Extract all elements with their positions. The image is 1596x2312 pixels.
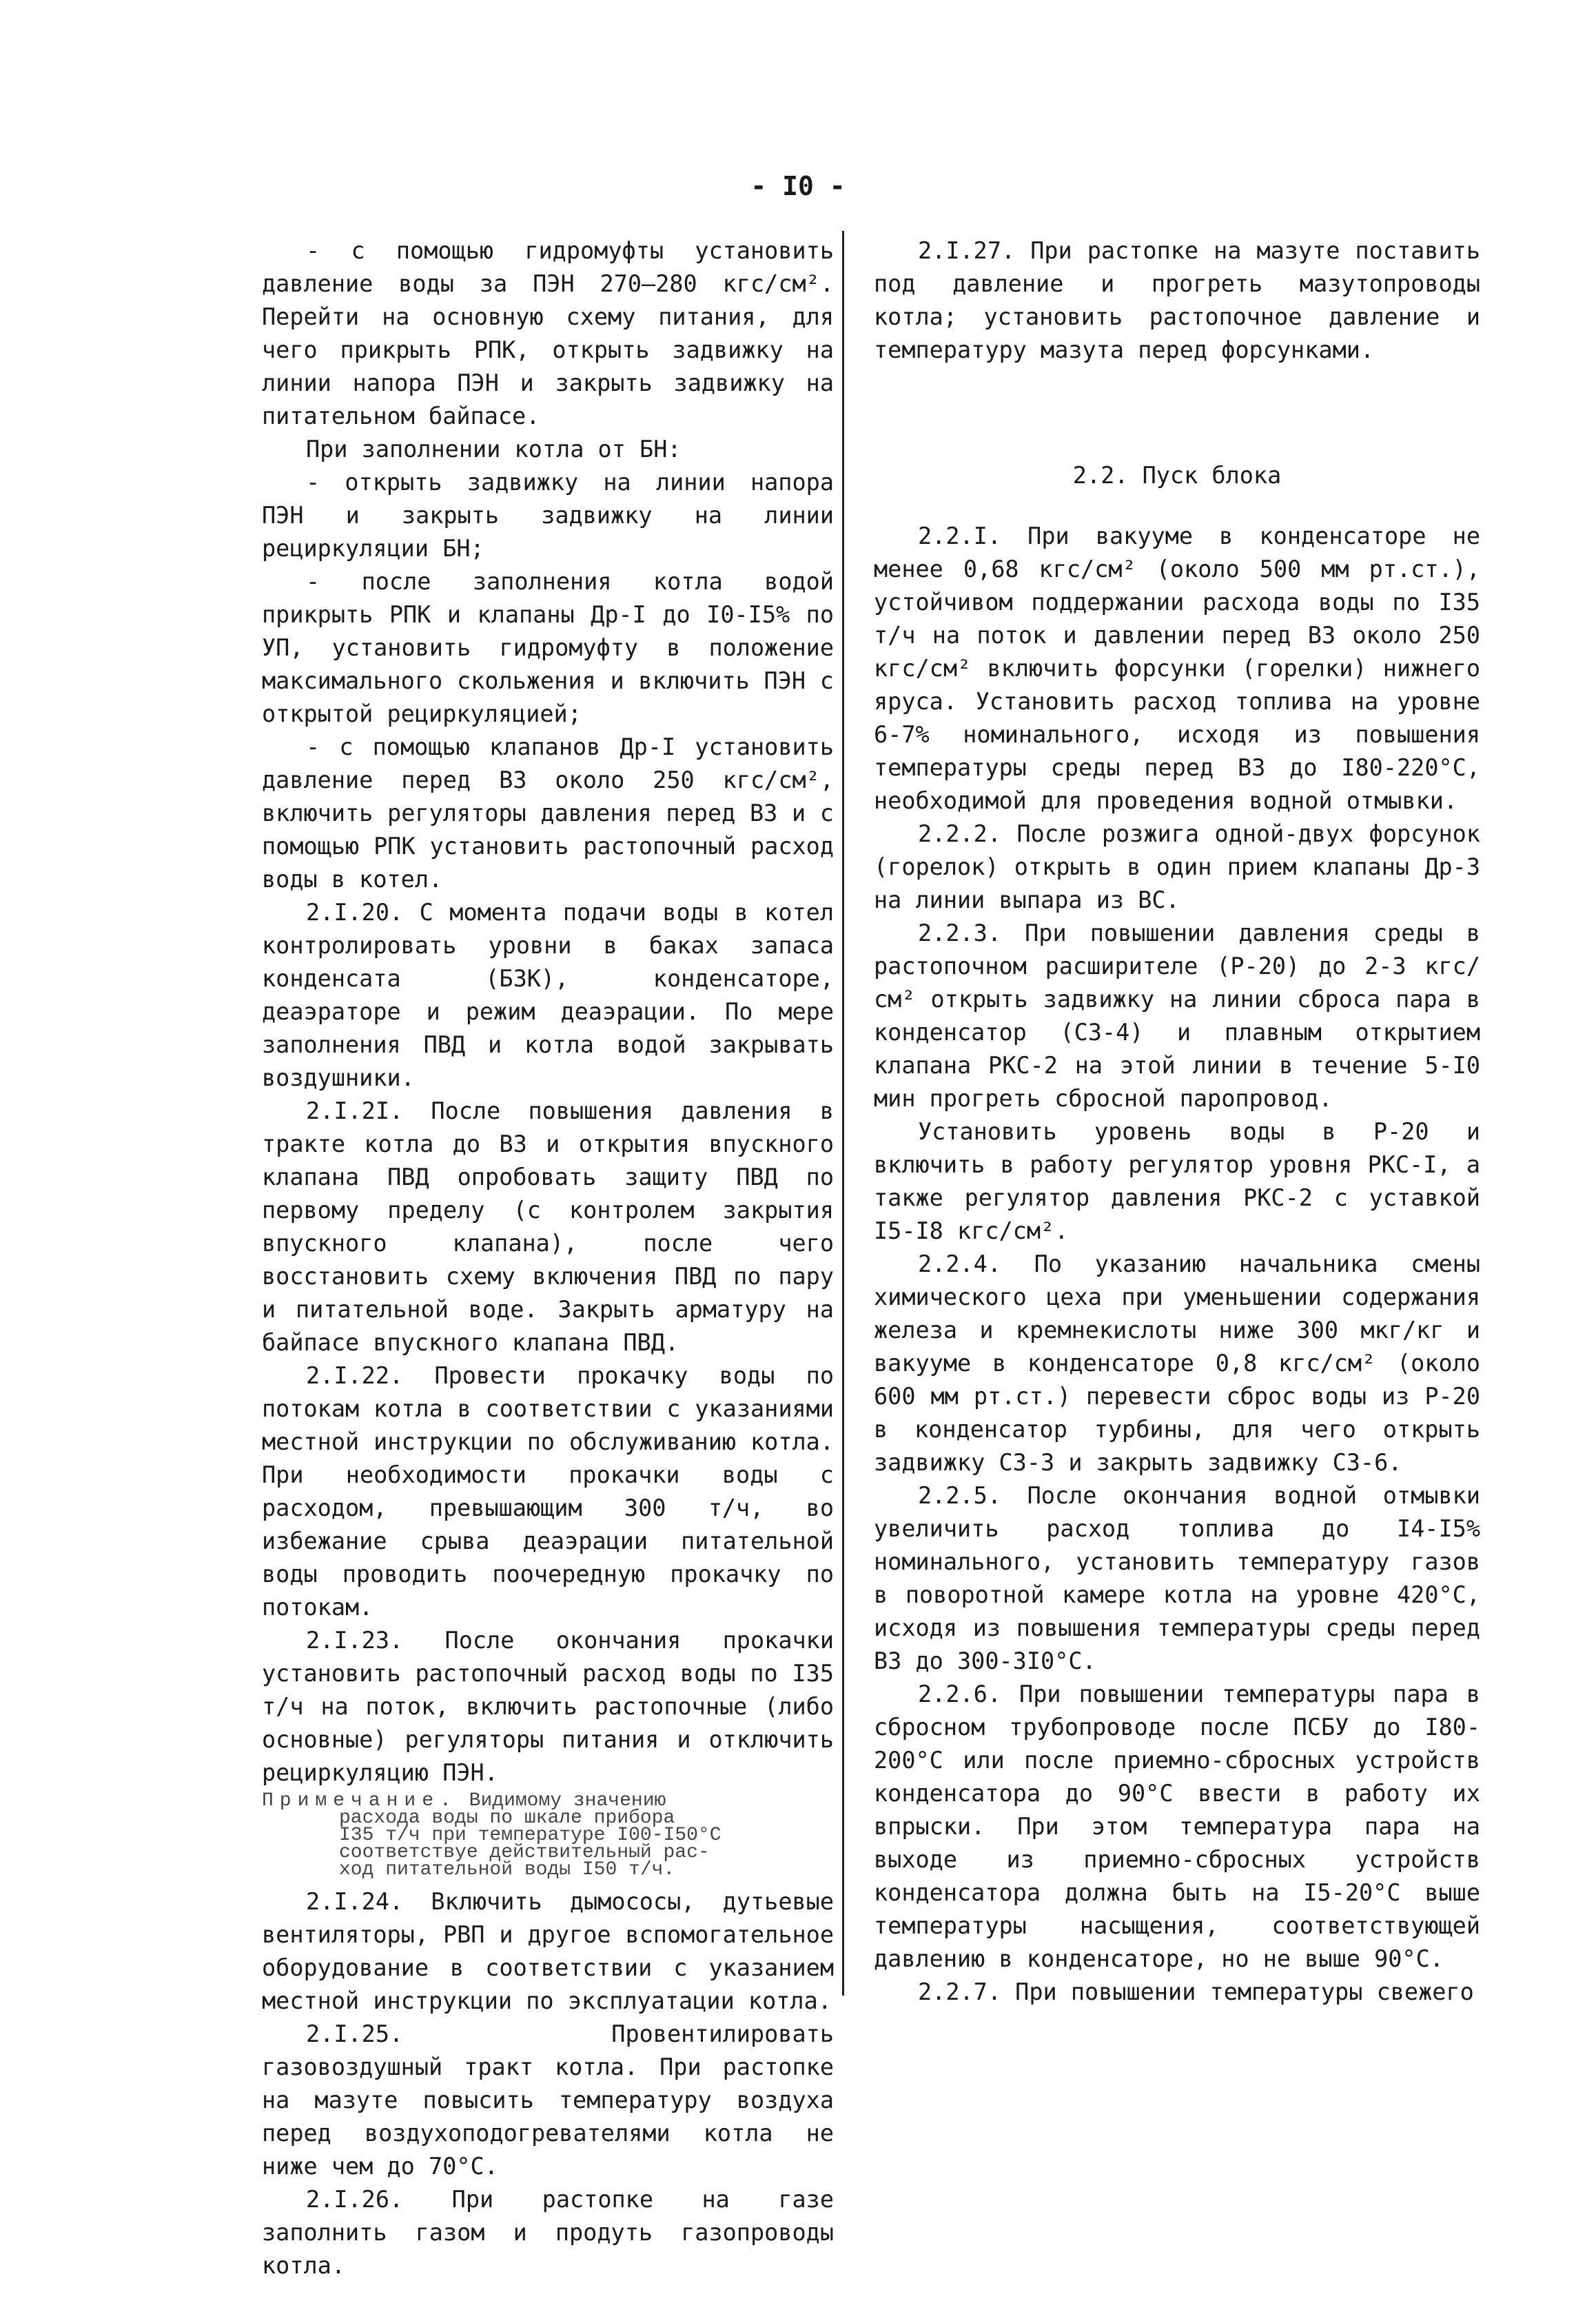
page-number: - I0 - — [750, 171, 846, 201]
paragraph: 2.I.23. После окончания прокачки установить растопочный расход воды по I35 т/ч на поток, включить растопочные (либо основные) регуляторы питания и отключить рециркуляцию ПЭН. — [262, 1627, 834, 1786]
paragraph: 2.I.22. Провести прокачку воды по потокам котла в соответствии с указаниями местной инструкции по обслуживанию котла. При необходимости прокачки воды с расходом, превышающим 300 т/ч, во избежание срыва деаэрации питательной воды проводить поочередную прокачку по потокам. — [262, 1362, 834, 1621]
column-divider — [842, 231, 844, 1996]
paragraph: 2.2.3. При повышении давления среды в растопочном расширителе (Р-20) до 2-3 кгс/см² открыть задвижку на линии сброса пара в конденсатор (СЗ-4) и плавным открытием клапана РКС-2 на этой линии в течение 5-I0 мин прогреть сбросной паропровод. — [874, 920, 1480, 1112]
paragraph: При заполнении котла от БН: — [306, 436, 682, 463]
note-line: расхода воды по шкале прибора — [339, 1807, 675, 1829]
paragraph: - открыть задвижку на линии напора ПЭН и закрыть задвижку на линии рециркуляции БН; — [262, 469, 834, 562]
paragraph: 2.I.26. При растопке на газе заполнить газом и продуть газопроводы котла. — [262, 2186, 834, 2279]
note-block — [262, 1792, 834, 1878]
paragraph: 2.2.5. После окончания водной отмывки увеличить расход топлива до I4-I5% номинального, установить температуру газов в поворотной камере котла на уровне 420°С, исходя из повышения температуры среды перед ВЗ до 300-3I0°С. — [874, 1482, 1480, 1674]
paragraph: - после заполнения котла водой прикрыть РПК и клапаны Др-I до I0-I5% по УП, установить гидромуфту в положение максимального скольжения и включить ПЭН с открытой рециркуляцией; — [262, 568, 834, 727]
left-column — [262, 234, 834, 2282]
paragraph: 2.I.24. Включить дымососы, дутьевые вентиляторы, РВП и другое вспомогательное оборудование в соответствии с указанием местной инструкции по эксплуатации котла. — [262, 1888, 834, 2014]
spacer — [874, 367, 1480, 429]
paragraph: 2.2.6. При повышении температуры пара в сбросном трубопроводе после ПСБУ до I80-200°С или после приемно-сбросных устройств конденсатора до 90°С ввести в работу их впрыски. При этом температура пара на выходе из приемно-сбросных устройств конденсатора должна быть на I5-20°С выше температуры насыщения, соответствующей давлению в конденсаторе, но не выше 90°С. — [874, 1681, 1480, 1972]
note-line: соответствуе действительный рас- — [339, 1842, 710, 1863]
right-column — [874, 234, 1480, 2009]
paragraph: 2.2.7. При повышении температуры свежего — [918, 1978, 1474, 2005]
paragraph: 2.I.20. С момента подачи воды в котел контролировать уровни в баках запаса конденсата (БЗК), конденсаторе, деаэраторе и режим деаэрации. По мере заполнения ПВД и котла водой закрывать воздушники. — [262, 899, 834, 1091]
note-line: Видимому значению — [469, 1790, 666, 1812]
paragraph: 2.I.2I. После повышения давления в тракте котла до ВЗ и открытия впускного клапана ПВД опробовать защиту ПВД по первому пределу (с контролем закрытия впускного клапана), после чего восстановить схему включения ПВД по пару и питательной воде. Закрыть арматуру на байпасе впускного клапана ПВД. — [262, 1097, 834, 1356]
paragraph: Установить уровень воды в Р-20 и включить в работу регулятор уровня РКС-I, а также регулятор давления РКС-2 с уставкой I5-I8 кгс/см². — [874, 1118, 1480, 1244]
note-label: Примечание. — [262, 1790, 458, 1812]
paragraph: 2.I.27. При растопке на мазуте поставить под давление и прогреть мазутопроводы котла; установить растопочное давление и температуру мазута перед форсунками. — [874, 237, 1480, 363]
note-line: ход питательной воды I50 т/ч. — [339, 1859, 675, 1880]
note-line: I35 т/ч при температуре I00-I50°С — [339, 1825, 722, 1846]
paragraph: 2.2.4. По указанию начальника смены химического цеха при уменьшении содержания железа и кремнекислоты ниже 300 мкг/кг и вакууме в конденсаторе 0,8 кгс/см² (около 600 мм рт.ст.) перевести сброс воды из Р-20 в конденсатор турбины, для чего открыть задвижку СЗ-3 и закрыть задвижку СЗ-6. — [874, 1250, 1480, 1476]
paragraph: 2.2.2. После розжига одной-двух форсунок (горелок) открыть в один прием клапаны Др-3 на линии выпара из ВС. — [874, 820, 1480, 913]
paragraph: 2.I.25. Провентилировать газовоздушный тракт котла. При растопке на мазуте повысить температуру воздуха перед воздухоподогревателями котла не ниже чем до 70°С. — [262, 2020, 834, 2180]
section-heading: 2.2. Пуск блока — [1072, 462, 1282, 489]
paragraph: - с помощью клапанов Др-I установить давление перед ВЗ около 250 кгс/см², включить регуляторы давления перед ВЗ и с помощью РПК установить растопочный расход воды в котел. — [262, 733, 834, 893]
paragraph: 2.2.I. При вакууме в конденсаторе не менее 0,68 кгс/см² (около 500 мм рт.ст.), устойчивом поддержании расхода воды по I35 т/ч на поток и давлении перед ВЗ около 250 кгс/см² включить форсунки (горелки) нижнего яруса. Установить расход топлива на уровне 6-7% номинального, исходя из повышения температуры среды перед ВЗ до I80-220°С, необходимой для проведения водной отмывки. — [874, 523, 1480, 814]
paragraph: - с помощью гидромуфты установить давление воды за ПЭН 270–280 кгс/см². Перейти на основную схему питания, для чего прикрыть РПК, открыть задвижку на линии напора ПЭН и закрыть задвижку на питательном байпасе. — [262, 237, 834, 429]
